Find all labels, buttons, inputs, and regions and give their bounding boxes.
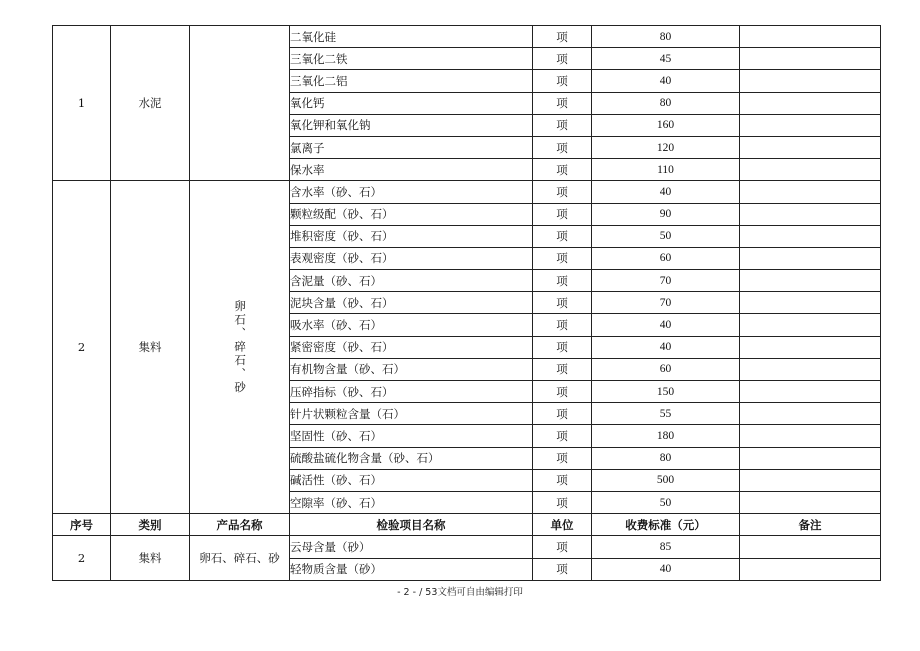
fee-cell: 120 bbox=[592, 136, 740, 158]
table-row bbox=[53, 181, 881, 203]
item-cell: 三氧化二铁 bbox=[290, 48, 533, 70]
note-cell bbox=[740, 225, 881, 247]
note-cell bbox=[740, 403, 881, 425]
item-cell: 泥块含量（砂、石） bbox=[290, 292, 533, 314]
unit-cell: 项 bbox=[533, 92, 592, 114]
unit-cell: 项 bbox=[533, 270, 592, 292]
item-cell: 含水率（砂、石） bbox=[290, 181, 533, 203]
note-cell bbox=[740, 292, 881, 314]
table-row bbox=[53, 26, 881, 48]
unit-cell: 项 bbox=[533, 26, 592, 48]
unit-cell: 项 bbox=[533, 425, 592, 447]
unit-cell: 项 bbox=[533, 70, 592, 92]
fee-cell: 55 bbox=[592, 403, 740, 425]
unit-cell: 项 bbox=[533, 336, 592, 358]
unit-cell: 项 bbox=[533, 358, 592, 380]
item-cell: 针片状颗粒含量（石） bbox=[290, 403, 533, 425]
item-cell: 表观密度（砂、石） bbox=[290, 247, 533, 269]
item-cell: 氯离子 bbox=[290, 136, 533, 158]
fee-cell: 45 bbox=[592, 48, 740, 70]
fee-cell: 40 bbox=[592, 70, 740, 92]
unit-cell: 项 bbox=[533, 136, 592, 158]
note-cell bbox=[740, 247, 881, 269]
note-cell bbox=[740, 381, 881, 403]
fee-cell: 110 bbox=[592, 159, 740, 181]
note-cell bbox=[740, 558, 881, 580]
note-cell bbox=[740, 314, 881, 336]
note-cell bbox=[740, 48, 881, 70]
header-product: 产品名称 bbox=[190, 514, 290, 536]
table-body bbox=[53, 26, 881, 581]
note-cell bbox=[740, 92, 881, 114]
unit-cell: 项 bbox=[533, 381, 592, 403]
fee-cell: 80 bbox=[592, 92, 740, 114]
item-cell: 碱活性（砂、石） bbox=[290, 469, 533, 491]
note-cell bbox=[740, 536, 881, 558]
item-cell: 三氧化二铝 bbox=[290, 70, 533, 92]
item-cell: 颗粒级配（砂、石） bbox=[290, 203, 533, 225]
unit-cell: 项 bbox=[533, 48, 592, 70]
header-note: 备注 bbox=[740, 514, 881, 536]
category-cell: 集料 bbox=[111, 181, 190, 514]
item-cell: 轻物质含量（砂） bbox=[290, 558, 533, 580]
unit-cell: 项 bbox=[533, 114, 592, 136]
note-cell bbox=[740, 70, 881, 92]
seq-cell: 2 bbox=[53, 181, 111, 514]
note-cell bbox=[740, 425, 881, 447]
item-cell: 空隙率（砂、石） bbox=[290, 491, 533, 513]
fee-cell: 500 bbox=[592, 469, 740, 491]
unit-cell: 项 bbox=[533, 247, 592, 269]
product-name: 卵石、碎石、砂 bbox=[233, 299, 248, 395]
note-cell bbox=[740, 270, 881, 292]
item-cell: 压碎指标（砂、石） bbox=[290, 381, 533, 403]
fee-cell: 85 bbox=[592, 536, 740, 558]
note-cell bbox=[740, 336, 881, 358]
note-cell bbox=[740, 469, 881, 491]
category-cell: 水泥 bbox=[111, 26, 190, 181]
category-cell: 集料 bbox=[111, 536, 190, 580]
header-row bbox=[53, 514, 881, 536]
item-cell: 云母含量（砂） bbox=[290, 536, 533, 558]
table-row bbox=[53, 536, 881, 558]
header-category: 类别 bbox=[111, 514, 190, 536]
product-name: 卵石、碎石、砂 bbox=[199, 550, 280, 565]
item-cell: 有机物含量（砂、石） bbox=[290, 358, 533, 380]
note-cell bbox=[740, 203, 881, 225]
fee-cell: 80 bbox=[592, 26, 740, 48]
unit-cell: 项 bbox=[533, 403, 592, 425]
header-fee: 收费标准（元） bbox=[592, 514, 740, 536]
unit-cell: 项 bbox=[533, 536, 592, 558]
fee-standard-table bbox=[52, 25, 881, 581]
fee-cell: 70 bbox=[592, 292, 740, 314]
fee-cell: 80 bbox=[592, 447, 740, 469]
item-cell: 氧化钙 bbox=[290, 92, 533, 114]
item-cell: 堆积密度（砂、石） bbox=[290, 225, 533, 247]
fee-cell: 160 bbox=[592, 114, 740, 136]
unit-cell: 项 bbox=[533, 558, 592, 580]
item-cell: 紧密密度（砂、石） bbox=[290, 336, 533, 358]
note-cell bbox=[740, 114, 881, 136]
fee-cell: 70 bbox=[592, 270, 740, 292]
fee-cell: 90 bbox=[592, 203, 740, 225]
product-cell bbox=[190, 181, 290, 514]
note-cell bbox=[740, 358, 881, 380]
fee-cell: 150 bbox=[592, 381, 740, 403]
fee-cell: 40 bbox=[592, 314, 740, 336]
unit-cell: 项 bbox=[533, 159, 592, 181]
note-cell bbox=[740, 181, 881, 203]
unit-cell: 项 bbox=[533, 225, 592, 247]
note-cell bbox=[740, 136, 881, 158]
product-cell bbox=[190, 536, 290, 580]
unit-cell: 项 bbox=[533, 447, 592, 469]
unit-cell: 项 bbox=[533, 469, 592, 491]
note-cell bbox=[740, 491, 881, 513]
fee-cell: 50 bbox=[592, 491, 740, 513]
fee-cell: 50 bbox=[592, 225, 740, 247]
item-cell: 坚固性（砂、石） bbox=[290, 425, 533, 447]
header-item: 检验项目名称 bbox=[290, 514, 533, 536]
fee-cell: 40 bbox=[592, 336, 740, 358]
item-cell: 保水率 bbox=[290, 159, 533, 181]
unit-cell: 项 bbox=[533, 292, 592, 314]
unit-cell: 项 bbox=[533, 181, 592, 203]
unit-cell: 项 bbox=[533, 314, 592, 336]
item-cell: 吸水率（砂、石） bbox=[290, 314, 533, 336]
fee-cell: 40 bbox=[592, 181, 740, 203]
seq-cell: 2 bbox=[53, 536, 111, 580]
item-cell: 氧化钾和氧化钠 bbox=[290, 114, 533, 136]
note-cell bbox=[740, 447, 881, 469]
fee-cell: 40 bbox=[592, 558, 740, 580]
page-footer: - 2 - / 53文档可自由编辑打印 bbox=[397, 587, 523, 598]
item-cell: 硫酸盐硫化物含量（砂、石） bbox=[290, 447, 533, 469]
unit-cell: 项 bbox=[533, 203, 592, 225]
unit-cell: 项 bbox=[533, 491, 592, 513]
fee-cell: 60 bbox=[592, 247, 740, 269]
fee-cell: 180 bbox=[592, 425, 740, 447]
note-cell bbox=[740, 159, 881, 181]
note-cell bbox=[740, 26, 881, 48]
product-cell bbox=[190, 26, 290, 181]
header-unit: 单位 bbox=[533, 514, 592, 536]
fee-cell: 60 bbox=[592, 358, 740, 380]
seq-cell: 1 bbox=[53, 26, 111, 181]
header-seq: 序号 bbox=[53, 514, 111, 536]
item-cell: 含泥量（砂、石） bbox=[290, 270, 533, 292]
item-cell: 二氧化硅 bbox=[290, 26, 533, 48]
